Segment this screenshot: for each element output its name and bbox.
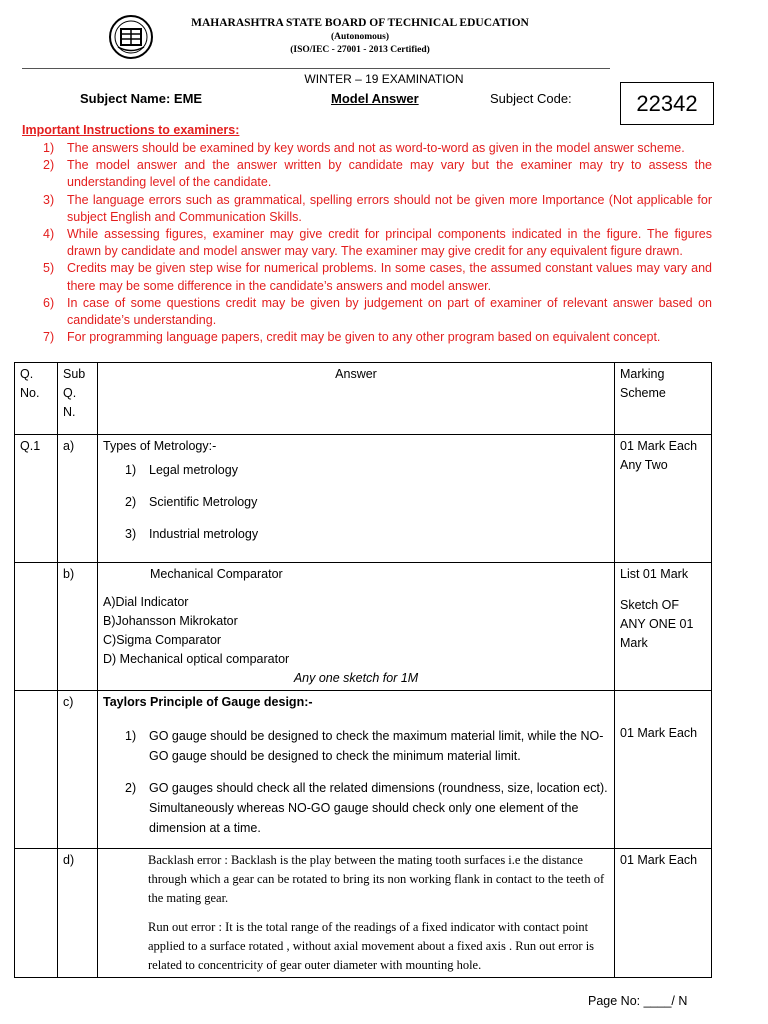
page-number: Page No: ____/ N	[588, 994, 688, 1008]
answer-cell	[98, 691, 615, 849]
marking-sketch: Sketch OF ANY ONE 01 Mark	[620, 598, 694, 650]
marking-cell: 01 Mark Each Any Two	[615, 435, 712, 563]
header-marking-scheme: Marking Scheme	[615, 363, 712, 435]
answer-list	[103, 461, 609, 544]
instruction-text: Credits may be given step wise for numerical problems. In some cases, the assumed constant values may vary and there may be some difference in the candidate’s answers and model answer.	[67, 261, 712, 293]
backlash-error-text: Backlash error : Backlash is the play between the mating tooth surfaces i.e the distance through which a gear can be rotated to bring its non working flank in contact to the teeth of the mating gear.	[148, 853, 605, 905]
list-text: GO gauges should check all the related dimensions (roundness, size, location ect). Simultaneously whereas NO-GO gauge should check only one element of the dimension at a time.	[149, 781, 608, 835]
list-number: 1)	[125, 729, 137, 743]
instruction-item	[22, 295, 712, 329]
marking-list: List 01 Mark	[620, 567, 689, 581]
comparator-item: C)Sigma Comparator	[103, 633, 222, 647]
instruction-text: The answers should be examined by key words and not as word-to-word as given in the model answer scheme.	[67, 141, 685, 155]
list-number: 2)	[125, 781, 137, 795]
instruction-item	[22, 192, 712, 226]
marking-cell	[615, 691, 712, 849]
comparator-item: D) Mechanical optical comparator	[103, 652, 290, 666]
table-row	[15, 691, 712, 849]
q-number	[15, 849, 58, 978]
model-answer-label: Model Answer	[331, 91, 419, 106]
instruction-number: 5)	[43, 261, 55, 276]
q-number	[15, 563, 58, 691]
answer-table	[14, 362, 712, 978]
instruction-number: 4)	[43, 227, 55, 242]
marking-cell: 01 Mark Each	[615, 849, 712, 978]
board-header	[160, 16, 560, 57]
subject-code-box: 22342	[620, 82, 714, 125]
table-row	[15, 563, 712, 691]
marking-text: 01 Mark Each	[620, 726, 698, 740]
table-row	[15, 849, 712, 978]
answer-heading: Types of Metrology:-	[103, 439, 217, 453]
list-item	[103, 778, 609, 838]
exam-title: WINTER – 19 EXAMINATION	[304, 72, 464, 86]
list-text: GO gauge should be designed to check the maximum material limit, while the NO-GO gauge should be designed to check the minimum material limit.	[149, 729, 604, 763]
list-text: Scientific Metrology	[149, 495, 258, 509]
answer-heading: Mechanical Comparator	[150, 567, 283, 581]
instructions-list	[22, 140, 712, 346]
instruction-text: The model answer and the answer written by candidate may vary but the examiner may try to assess the understanding level of the candidate.	[67, 158, 712, 190]
answer-heading: Taylors Principle of Gauge design:-	[103, 695, 313, 709]
sub-q-number: c)	[58, 691, 98, 849]
list-number: 3)	[125, 527, 137, 541]
instruction-item	[22, 329, 712, 346]
sub-q-number: d)	[58, 849, 98, 978]
instruction-number: 2)	[43, 158, 55, 173]
list-item	[103, 525, 609, 544]
header-sub-q-no: Sub Q. N.	[58, 363, 98, 435]
answer-cell	[98, 435, 615, 563]
comparator-item: A)Dial Indicator	[103, 595, 189, 609]
header-divider	[22, 68, 610, 69]
autonomous-label: (Autonomous)	[330, 32, 390, 42]
list-item	[103, 726, 609, 766]
subject-code-label: Subject Code:	[490, 91, 572, 106]
header-q-no: Q. No.	[15, 363, 58, 435]
instruction-text: For programming language papers, credit may be given to any other program based on equivalent concept.	[67, 330, 661, 345]
list-item	[103, 493, 609, 512]
comparator-item: B)Johansson Mikrokator	[103, 614, 238, 628]
instructions-title: Important Instructions to examiners:	[22, 123, 240, 137]
instruction-number: 1)	[43, 141, 55, 155]
instruction-text: The language errors such as grammatical, spelling errors should not be given more Importance (Not applicable for subject English and Communication Skills.	[67, 192, 712, 224]
table-header-row	[15, 363, 712, 435]
instruction-number: 6)	[43, 295, 55, 310]
sub-q-number: b)	[58, 563, 98, 691]
answer-cell	[98, 849, 615, 978]
board-name: MAHARASHTRA STATE BOARD OF TECHNICAL EDUCATION	[191, 17, 529, 29]
answer-cell	[98, 563, 615, 691]
instruction-text: In case of some questions credit may be given by judgement on part of examiner of relevant answer based on candidate’s understanding.	[67, 295, 712, 328]
marking-cell	[615, 563, 712, 691]
subject-name: Subject Name: EME	[80, 91, 203, 106]
table-row	[15, 435, 712, 563]
instruction-item	[22, 140, 712, 157]
sketch-note: Any one sketch for 1M	[293, 671, 419, 685]
run-out-error-text: Run out error : It is the total range of the readings of a fixed indicator with contact point applied to a surface rotated , without axial movement about a fixed axis . Run out error is related to concentricity of gear outer diameter with mounting hole.	[148, 920, 595, 972]
q-number	[15, 691, 58, 849]
instruction-item	[22, 157, 712, 191]
q-number: Q.1	[15, 435, 58, 563]
list-number: 1)	[125, 463, 137, 477]
sub-q-number: a)	[58, 435, 98, 563]
list-text: Legal metrology	[149, 463, 238, 477]
instruction-number: 3)	[43, 192, 55, 207]
list-item	[103, 461, 609, 480]
instruction-text: While assessing figures, examiner may give credit for principal components indicated in the figure. The figures drawn by candidate and model answer may vary. The examiner may give credit for any equivalent figure drawn.	[67, 227, 712, 259]
list-number: 2)	[125, 495, 137, 509]
instruction-item	[22, 226, 712, 260]
instruction-item	[22, 260, 712, 294]
answer-list	[103, 726, 609, 838]
instruction-number: 7)	[43, 330, 55, 345]
header-answer: Answer	[98, 363, 615, 435]
certification-label: (ISO/IEC - 27001 - 2013 Certified)	[290, 45, 430, 55]
msbte-logo-icon	[108, 14, 154, 60]
list-text: Industrial metrology	[149, 527, 259, 541]
